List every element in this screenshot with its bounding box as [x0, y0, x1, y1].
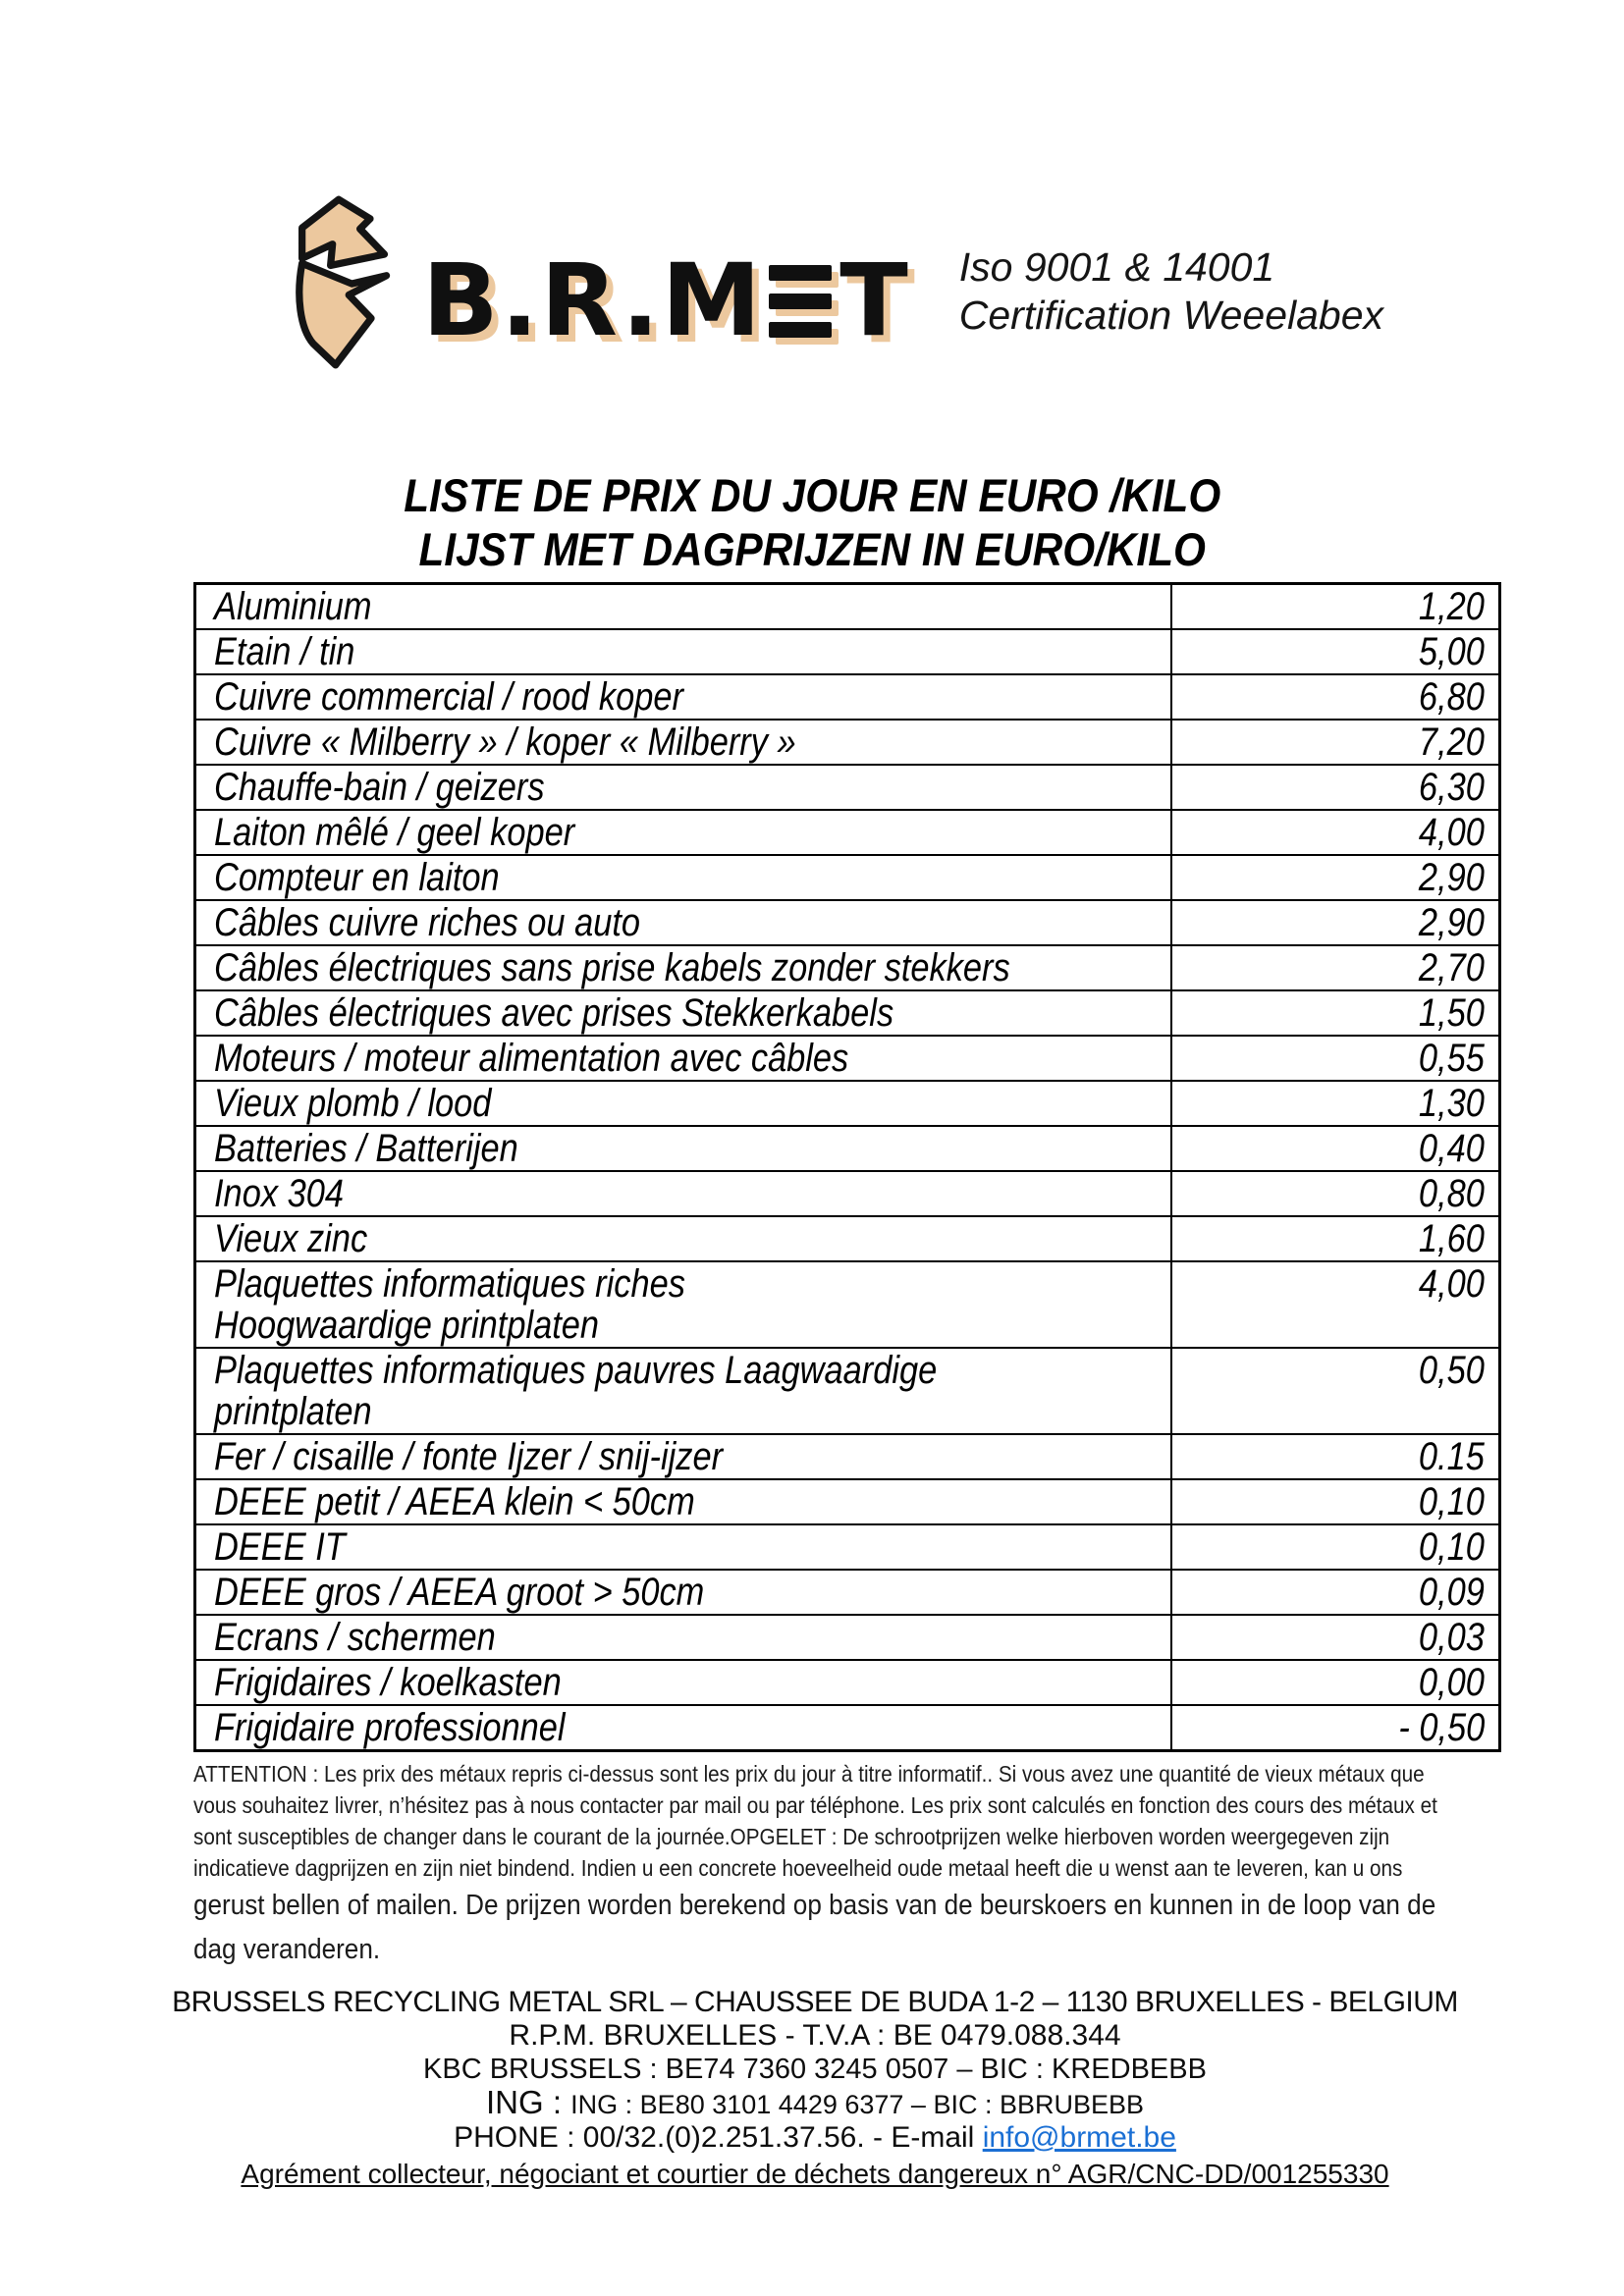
email-link[interactable]: info@brmet.be: [982, 2121, 1176, 2155]
table-row: [195, 584, 1500, 630]
material-label: Chauffe-bain / geizers: [195, 765, 1172, 810]
material-label: Vieux zinc: [195, 1216, 1172, 1261]
disclaimer-line: sont susceptibles de changer dans le courant de la journée.OPGELET : De schrootprijzen welke hierboven worden weergegeven zijn: [193, 1824, 1390, 1850]
kbc-bank-line: KBC BRUSSELS : BE74 7360 3245 0507 – BIC : KREDBEBB: [423, 2054, 1207, 2086]
brmet-origami-icon: [291, 194, 393, 369]
price-value: 0.15: [1171, 1434, 1500, 1479]
material-label: Aluminium: [195, 584, 1172, 630]
price-value: 6,80: [1171, 674, 1500, 720]
table-row: [195, 1171, 1500, 1216]
price-value: 1,30: [1171, 1081, 1500, 1126]
disclaimer-line: vous souhaitez livrer, n’hésitez pas à nous contacter par mail ou par téléphone. Les prix sont calculés en fonction des cours des métaux et: [193, 1792, 1437, 1819]
material-label: Batteries / Batterijen: [195, 1126, 1172, 1171]
disclaimer-paragraph: [193, 1760, 1509, 1974]
title-line-nl: LIJST MET DAGPRIJZEN IN EURO/KILO: [418, 522, 1206, 575]
table-row: [195, 1660, 1500, 1705]
material-label: Inox 304: [195, 1171, 1172, 1216]
material-label: Câbles électriques sans prise kabels zonder stekkers: [195, 945, 1172, 990]
price-value: 7,20: [1171, 720, 1500, 765]
price-value: 0,10: [1171, 1524, 1500, 1570]
brand-text-right: T: [839, 242, 910, 359]
table-row: [195, 1434, 1500, 1479]
material-label: Vieux plomb / lood: [195, 1081, 1172, 1126]
brand-letter-e-bars-icon: [769, 265, 832, 338]
disclaimer-line: dag veranderen.: [193, 1934, 381, 1966]
price-value: 2,70: [1171, 945, 1500, 990]
table-row: [195, 1705, 1500, 1751]
material-label: Fer / cisaille / fonte Ijzer / snij-ijzer: [195, 1434, 1172, 1479]
company-address-line: BRUSSELS RECYCLING METAL SRL – CHAUSSEE DE BUDA 1-2 – 1130 BRUXELLES - BELGIUM: [172, 1986, 1458, 2019]
price-value: 1,60: [1171, 1216, 1500, 1261]
brmet-logo: [291, 194, 1383, 369]
table-row: [195, 1216, 1500, 1261]
price-value: 1,50: [1171, 990, 1500, 1036]
table-row: [195, 720, 1500, 765]
phone-email-line: PHONE : 00/32.(0)2.251.37.56. - E-mail info@brmet.be: [454, 2121, 1176, 2155]
agrement-line: Agrément collecteur, négociant et courtier de déchets dangereux n° AGR/CNC-DD/001255330: [241, 2159, 1389, 2190]
table-row: [195, 1126, 1500, 1171]
material-label: Moteurs / moteur alimentation avec câbles: [195, 1036, 1172, 1081]
vat-line: R.P.M. BRUXELLES - T.V.A : BE 0479.088.344: [509, 2019, 1121, 2053]
material-label: Plaquettes informatiques pauvres Laagwaardige printplaten: [195, 1348, 1172, 1434]
price-table-body: [195, 584, 1500, 1751]
price-value: 0,50: [1171, 1348, 1500, 1434]
price-value: 6,30: [1171, 765, 1500, 810]
price-value: 0,10: [1171, 1479, 1500, 1524]
price-value: 0,40: [1171, 1126, 1500, 1171]
certification-text: [959, 243, 1383, 340]
title-line-fr: LISTE DE PRIX DU JOUR EN EURO /KILO: [403, 469, 1220, 521]
price-value: 5,00: [1171, 629, 1500, 674]
material-label: Cuivre commercial / rood koper: [195, 674, 1172, 720]
table-row: [195, 810, 1500, 855]
price-value: - 0,50: [1171, 1705, 1500, 1751]
table-row: [195, 1036, 1500, 1081]
brand-wordmark: [422, 242, 910, 359]
table-row: [195, 1348, 1500, 1434]
price-value: 0,80: [1171, 1171, 1500, 1216]
price-value: 2,90: [1171, 855, 1500, 900]
material-label: Ecrans / schermen: [195, 1615, 1172, 1660]
price-value: 0,03: [1171, 1615, 1500, 1660]
disclaimer-line: ATTENTION : Les prix des métaux repris ci-dessus sont les prix du jour à titre informatif.. Si vous avez une quantité de vieux métaux que: [193, 1761, 1425, 1788]
material-label: Plaquettes informatiques riches Hoogwaardige printplaten: [195, 1261, 1172, 1348]
price-table: [193, 582, 1501, 1752]
table-row: [195, 900, 1500, 945]
price-value: 4,00: [1171, 810, 1500, 855]
table-row: [195, 629, 1500, 674]
material-label: Compteur en laiton: [195, 855, 1172, 900]
material-label: Câbles électriques avec prises Stekkerkabels: [195, 990, 1172, 1036]
table-row: [195, 1261, 1500, 1348]
material-label: Câbles cuivre riches ou auto: [195, 900, 1172, 945]
table-row: [195, 1570, 1500, 1615]
price-value: 0,55: [1171, 1036, 1500, 1081]
table-row: [195, 1479, 1500, 1524]
disclaimer-line: gerust bellen of mailen. De prijzen worden berekend op basis van de beurskoers en kunnen in de loop van de: [193, 1890, 1436, 1922]
material-label: Frigidaires / koelkasten: [195, 1660, 1172, 1705]
material-label: Etain / tin: [195, 629, 1172, 674]
price-value: 0,00: [1171, 1660, 1500, 1705]
table-row: [195, 1524, 1500, 1570]
material-label: DEEE gros / AEEA groot > 50cm: [195, 1570, 1172, 1615]
table-row: [195, 1615, 1500, 1660]
footer: [159, 1986, 1471, 2191]
material-label: Frigidaire professionnel: [195, 1705, 1172, 1751]
brand-text-left: B.R.M: [422, 242, 764, 359]
price-value: 2,90: [1171, 900, 1500, 945]
iso-line: Iso 9001 & 14001: [958, 244, 1275, 290]
certification-line: Certification Weeelabex: [958, 293, 1384, 339]
price-value: 0,09: [1171, 1570, 1500, 1615]
material-label: Cuivre « Milberry » / koper « Milberry »: [195, 720, 1172, 765]
disclaimer-line: indicatieve dagprijzen en zijn niet bindend. Indien u een concrete hoeveelheid oude metaal heeft die u wenst aan te leveren, kan u ons: [193, 1855, 1403, 1882]
price-value: 4,00: [1171, 1261, 1500, 1348]
material-label: DEEE IT: [195, 1524, 1172, 1570]
table-row: [195, 1081, 1500, 1126]
material-label: DEEE petit / AEEA klein < 50cm: [195, 1479, 1172, 1524]
table-row: [195, 674, 1500, 720]
price-value: 1,20: [1171, 584, 1500, 630]
table-row: [195, 765, 1500, 810]
table-row: [195, 855, 1500, 900]
ing-bank-line: ING : ING : BE80 3101 4429 6377 – BIC : BBRUBEBB: [485, 2084, 1145, 2121]
table-row: [195, 945, 1500, 990]
table-row: [195, 990, 1500, 1036]
material-label: Laiton mêlé / geel koper: [195, 810, 1172, 855]
